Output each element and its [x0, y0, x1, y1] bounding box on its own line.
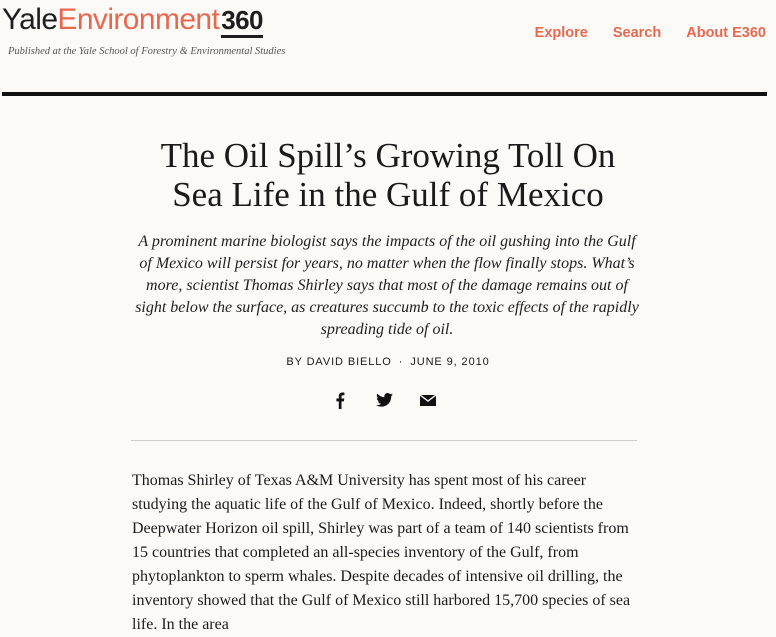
- article-body-paragraph: Thomas Shirley of Texas A&M University has spent most of his career studying the aquatic life of the Gulf of Mexico. Indeed, shortly before the Deepwater Horizon oil spill, Shirley was part of a team of 140 scientists from 15 countries that completed an all-species inventory of the Gulf, from phytoplankton to sperm whales. Despite decades of intensive oil drilling, the inventory showed that the Gulf of Mexico still harbored 15,700 species of sea life. In the area: [132, 472, 631, 633]
- article-dek: A prominent marine biologist says the impacts of the oil gushing into the Gulf of Mexico will persist for years, no matter when the flow finally stops. What’s more, scientist Thomas Shirley says that most of the damage remains out of sight below the surface, as creatures succumb to the toxic effects of the rapidly spreading tide of oil.: [135, 233, 639, 338]
- facebook-icon[interactable]: [331, 390, 349, 410]
- nav-explore[interactable]: Explore: [534, 25, 588, 41]
- email-icon[interactable]: [419, 390, 437, 410]
- article-divider: [131, 440, 637, 441]
- article-headline: [0, 136, 776, 214]
- byline-separator: ·: [398, 356, 404, 368]
- site-logo[interactable]: [2, 2, 263, 38]
- logo-360: 360: [221, 5, 263, 38]
- headline-line-1: The Oil Spill’s Growing Toll On: [160, 136, 616, 175]
- nav-search[interactable]: Search: [612, 25, 662, 41]
- twitter-icon[interactable]: [375, 390, 393, 410]
- nav-about[interactable]: About E360: [686, 25, 766, 41]
- byline-date: JUNE 9, 2010: [410, 356, 490, 368]
- headline-line-2: Sea Life in the Gulf of Mexico: [172, 175, 604, 214]
- main-nav: [535, 25, 766, 41]
- byline-author[interactable]: BY DAVID BIELLO: [286, 356, 392, 368]
- logo-yale: Yale: [2, 3, 58, 36]
- logo-environment: Environment: [57, 3, 220, 36]
- site-tagline: Published at the Yale School of Forestry & Environmental Studies: [8, 46, 286, 57]
- share-bar: [331, 390, 437, 410]
- header-divider: [2, 92, 767, 96]
- article-byline: [0, 356, 776, 368]
- site-header: [0, 0, 776, 96]
